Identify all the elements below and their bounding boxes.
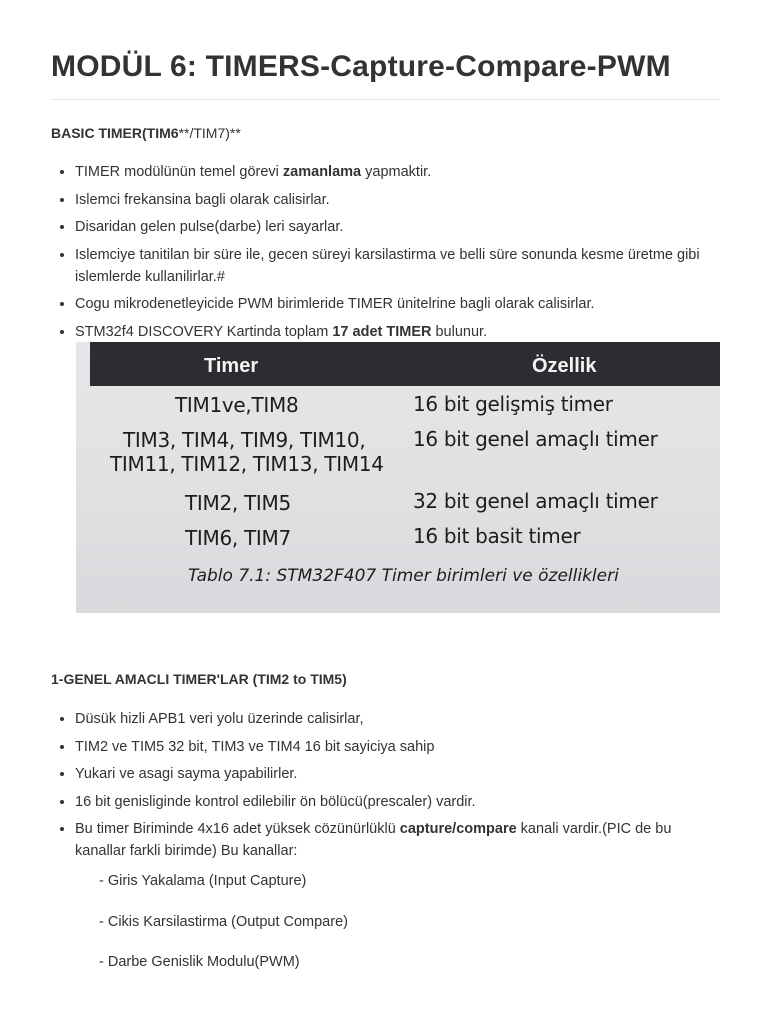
table-cell-feature: 32 bit genel amaçlı timer — [413, 489, 658, 513]
list-item — [75, 763, 720, 785]
section-heading-basic-timer — [51, 125, 241, 141]
channel-subitem: - Cikis Karsilastirma (Output Compare) — [99, 914, 348, 930]
table-cell-timer: TIM2, TIM5 — [185, 491, 291, 515]
table-cell-timer: TIM1ve,TIM8 — [175, 393, 299, 417]
channel-subitem: - Darbe Genislik Modulu(PWM) — [99, 954, 300, 970]
item-text: Düsük hizli APB1 veri yolu üzerinde calisirlar, — [75, 711, 364, 727]
item-text: STM32f4 DISCOVERY Kartinda toplam — [75, 323, 333, 340]
item-text: Yukari ve asagi sayma yapabilirler. — [75, 766, 298, 782]
item-text-after: yapmaktir. — [361, 164, 432, 180]
list-item — [75, 708, 720, 730]
heading-bold-part: BASIC TIMER(TIM6 — [51, 125, 179, 141]
header-feature: Özellik — [532, 355, 597, 377]
list-item — [75, 321, 720, 343]
basic-timer-list — [51, 161, 720, 348]
channel-subitem: - Giris Yakalama (Input Capture) — [99, 873, 307, 889]
item-text: Islemciye tanitilan bir süre ile, gecen süreyi karsilastirma ve belli süre sonunda kesme üretme gibi islemlerde kullanilirlar.# — [75, 246, 700, 285]
item-text: TIM2 ve TIM5 32 bit, TIM3 ve TIM4 16 bit sayiciya sahip — [75, 738, 435, 755]
list-item — [75, 293, 720, 315]
item-text-after: bulunur. — [431, 323, 488, 340]
general-timer-list — [51, 708, 720, 868]
page-title: MODÜL 6: TIMERS-Capture-Compare-PWM — [51, 50, 671, 83]
item-bold: zamanlama — [282, 164, 362, 180]
header-timer: Timer — [204, 355, 259, 377]
item-text: TIMER modülünün temel görevi — [75, 164, 283, 180]
item-text: 16 bit genisliginde kontrol edilebilir ön bölücü(prescaler) vardir. — [75, 793, 476, 810]
table-cell-feature: 16 bit basit timer — [413, 524, 581, 548]
item-text: Cogu mikrodenetleyicide PWM birimleride TIMER ünitelrine bagli olarak calisirlar. — [75, 296, 595, 312]
list-item — [75, 736, 720, 758]
item-text-after: kanali vardir.(PIC de bu kanallar farkli birimde) Bu kanallar: — [75, 821, 672, 859]
item-bold: capture/compare — [399, 821, 517, 837]
table-cell-feature: 16 bit genel amaçlı timer — [413, 427, 658, 451]
list-item — [75, 791, 720, 813]
heading-rest-part: **/TIM7)** — [178, 125, 241, 141]
item-text: Bu timer Biriminde 4x16 adet yüksek cözünürlüklü — [75, 821, 400, 837]
list-item — [75, 216, 720, 238]
table-header — [90, 342, 720, 386]
table-cell-feature: 16 bit gelişmiş timer — [413, 392, 613, 416]
table-cell-timer: TIM3, TIM4, TIM9, TIM10, — [123, 428, 366, 452]
item-bold: 17 adet TIMER — [332, 323, 432, 340]
table-cell-timer: TIM11, TIM12, TIM13, TIM14 — [110, 452, 384, 476]
section-heading-general-timers: 1-GENEL AMACLI TIMER'LAR (TIM2 to TIM5) — [51, 671, 347, 687]
list-item — [75, 161, 720, 183]
list-item — [75, 244, 720, 288]
item-text: Disaridan gelen pulse(darbe) leri sayarlar. — [75, 219, 344, 235]
list-item — [75, 189, 720, 211]
table-cell-timer: TIM6, TIM7 — [185, 526, 291, 550]
title-divider — [51, 99, 720, 100]
timer-table-photo — [76, 342, 720, 613]
list-item — [75, 818, 720, 862]
item-text: Islemci frekansina bagli olarak calisirlar. — [75, 191, 330, 208]
table-caption: Tablo 7.1: STM32F407 Timer birimleri ve özellikleri — [188, 566, 619, 586]
